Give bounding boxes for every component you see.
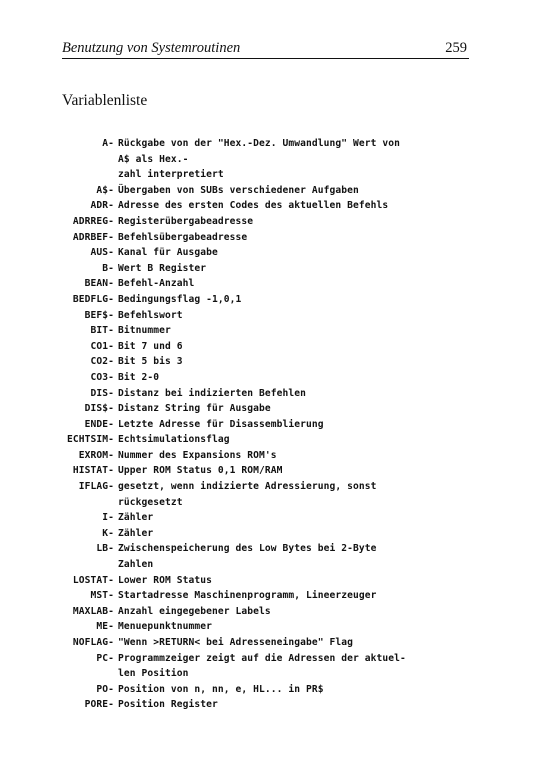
variable-name: IFLAG- <box>78 481 114 493</box>
section-title: Variablenliste <box>62 92 148 109</box>
variable-name: ECHTSIM- <box>66 434 114 446</box>
variable-name: BEAN- <box>84 278 114 290</box>
variable-description: gesetzt, wenn indizierte Adressierung, sonst rückgesetzt <box>118 481 377 508</box>
variable-description: Kanal für Ausgabe <box>118 247 218 259</box>
variable-name: BEF$- <box>84 309 114 321</box>
variable-name: MST- <box>90 590 114 602</box>
variable-name: PC- <box>96 652 114 664</box>
variable-description: Zähler <box>118 527 154 539</box>
variable-list <box>0 136 538 713</box>
variable-entry <box>0 339 538 355</box>
variable-entry <box>0 510 538 526</box>
variable-description: Bedingungsflag -1,0,1 <box>118 293 242 305</box>
variable-name: CO1- <box>90 340 114 352</box>
variable-name: LOSTAT- <box>72 574 114 586</box>
variable-entry <box>0 261 538 277</box>
variable-description: Registerübergabeadresse <box>118 215 254 227</box>
variable-name: ENDE- <box>84 418 114 430</box>
variable-name: DIS$- <box>84 403 114 415</box>
variable-name: I- <box>102 512 114 524</box>
variable-name: NOFLAG- <box>72 637 114 648</box>
variable-entry <box>0 697 538 713</box>
variable-name: B- <box>102 262 114 274</box>
variable-name: PO- <box>96 683 114 695</box>
variable-entry <box>0 448 538 464</box>
variable-name: CO2- <box>90 356 114 368</box>
variable-description: "Wenn >RETURN< bei Adresseneingabe" Flag <box>118 637 354 648</box>
variable-entry <box>0 526 538 542</box>
variable-name: ADRBEF- <box>72 231 114 243</box>
variable-entry <box>0 401 538 417</box>
variable-description: Distanz String für Ausgabe <box>118 403 271 415</box>
variable-description: Startadresse Maschinenprogramm, Lineerzeuger <box>118 590 377 602</box>
variable-name: MAXLAB- <box>72 605 114 617</box>
variable-entry <box>0 354 538 370</box>
variable-entry <box>0 308 538 324</box>
variable-entry <box>0 370 538 386</box>
variable-description: Distanz bei indizierten Befehlen <box>118 387 307 399</box>
variable-entry <box>0 417 538 433</box>
page-number: 259 <box>445 40 467 56</box>
variable-description: Befehlswort <box>118 309 183 321</box>
variable-name: AUS- <box>90 247 114 259</box>
variable-entry <box>0 541 538 572</box>
variable-name: BEDFLG- <box>72 293 114 305</box>
variable-description: Rückgabe von der "Hex.-Dez. Umwandlung" Wert von A$ als Hex.- zahl interpretiert <box>118 138 401 181</box>
variable-description: Position Register <box>118 699 218 711</box>
variable-name: CO3- <box>90 371 114 383</box>
variable-name: ADRREG- <box>72 215 114 227</box>
variable-description: Wert B Register <box>118 262 207 274</box>
variable-description: Adresse des ersten Codes des aktuellen Befehls <box>118 200 389 212</box>
variable-entry <box>0 573 538 589</box>
variable-description: Position von n, nn, e, HL... in PR$ <box>118 683 324 695</box>
variable-description: Befehl-Anzahl <box>118 278 195 290</box>
variable-entry <box>0 292 538 308</box>
variable-entry <box>0 432 538 448</box>
variable-entry <box>0 682 538 698</box>
variable-description: Anzahl eingegebener Labels <box>118 605 271 617</box>
variable-entry <box>0 635 538 651</box>
variable-name: K- <box>102 527 114 539</box>
variable-description: Bit 7 und 6 <box>118 340 183 352</box>
variable-description: Letzte Adresse für Disassemblierung <box>118 418 324 430</box>
variable-entry <box>0 183 538 199</box>
variable-name: A$- <box>96 184 114 196</box>
variable-description: Menuepunktnummer <box>118 621 213 633</box>
variable-description: Bitnummer <box>118 325 171 337</box>
variable-entry <box>0 619 538 635</box>
variable-entry <box>0 323 538 339</box>
variable-description: Programmzeiger zeigt auf die Adressen der aktuel- len Position <box>118 652 406 680</box>
variable-entry <box>0 651 538 682</box>
variable-entry <box>0 230 538 246</box>
variable-description: Übergaben von SUBs verschiedener Aufgaben <box>118 184 359 196</box>
variable-entry <box>0 198 538 214</box>
variable-name: ME- <box>96 621 114 633</box>
running-header <box>62 40 469 59</box>
variable-name: DIS- <box>90 387 114 399</box>
variable-description: Nummer des Expansions ROM's <box>118 449 277 461</box>
variable-entry <box>0 136 538 183</box>
variable-entry <box>0 479 538 510</box>
variable-name: LB- <box>96 543 114 555</box>
variable-description: Bit 2-0 <box>118 371 160 383</box>
variable-entry <box>0 588 538 604</box>
variable-entry <box>0 386 538 402</box>
variable-entry <box>0 463 538 479</box>
variable-entry <box>0 604 538 620</box>
variable-name: ADR- <box>90 200 114 212</box>
variable-name: EXROM- <box>78 449 114 461</box>
variable-description: Lower ROM Status <box>118 574 213 586</box>
variable-name: HISTAT- <box>72 465 114 477</box>
variable-description: Zähler <box>118 512 154 524</box>
variable-description: Bit 5 bis 3 <box>118 356 183 368</box>
variable-entry <box>0 276 538 292</box>
variable-description: Befehlsübergabeadresse <box>118 231 248 243</box>
variable-name: BIT- <box>90 325 114 337</box>
variable-description: Upper ROM Status 0,1 ROM/RAM <box>118 465 283 477</box>
variable-name: PORE- <box>84 699 114 711</box>
variable-entry <box>0 245 538 261</box>
variable-entry <box>0 214 538 230</box>
variable-name: A- <box>102 138 114 149</box>
running-header-title: Benutzung von Systemroutinen <box>62 40 241 56</box>
variable-description: Echtsimulationsflag <box>118 434 230 446</box>
variable-description: Zwischenspeicherung des Low Bytes bei 2-Byte Zahlen <box>118 543 377 571</box>
